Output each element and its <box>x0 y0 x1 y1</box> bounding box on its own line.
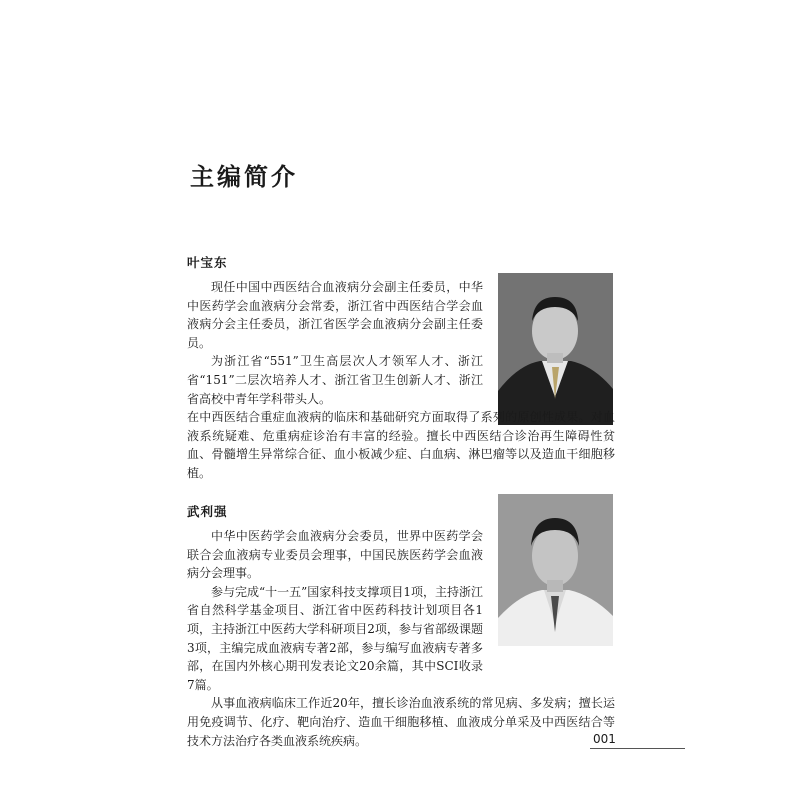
editor-1-paragraph: 为浙江省“551”卫生高层次人才领军人才、浙江省“151”二层次培养人才、浙江省卫生创新人才、浙江省高校中青年学科带头人。 <box>187 354 483 406</box>
editor-2-paragraph: 从事血液病临床工作近20年，擅长诊治血液系统的常见病、多发病；擅长运用免疫调节、化疗、靶向治疗、造血干细胞移植、血液成分单采及中西医结合等技术方法治疗各类血液系统疾病。 <box>187 696 615 748</box>
editor-2-paragraph: 中华中医药学会血液病分会委员，世界中医药学会联合会血液病专业委员会理事，中国民族医药学会血液病分会理事。 <box>187 529 483 581</box>
page-number: 001 <box>593 732 616 746</box>
editor-2-paragraph: 参与完成“十一五”国家科技支撑项目1项，主持浙江省自然科学基金项目、浙江省中医药科技计划项目各1项，主持浙江中医药大学科研项目2项，参与省部级课题3项，主编完成血液病专著2部，参与编写血液病专著多部，在国内外核心期刊发表论文20余篇，其中SCI收录7篇。 <box>187 584 483 692</box>
editor-1-name: 叶宝东 <box>187 255 228 270</box>
editor-1-bio <box>187 253 615 483</box>
page-title: 主编简介 <box>190 163 298 191</box>
editor-1-paragraph: 现任中国中西医结合血液病分会副主任委员，中华中医药学会血液病分会常委，浙江省中西医结合学会血液病分会主任委员，浙江省医学会血液病分会副主任委员。 <box>187 280 483 350</box>
editor-2-bio <box>187 502 615 750</box>
footer-rule <box>590 748 685 749</box>
editor-2-name: 武利强 <box>187 504 228 519</box>
editor-1-paragraph: 在中西医结合重症血液病的临床和基础研究方面取得了系列的原创性成果。对血液系统疑难、危重病症诊治有丰富的经验。擅长中西医结合诊治再生障碍性贫血、骨髓增生异常综合征、血小板减少症、白血病、淋巴瘤等以及造血干细胞移植。 <box>187 410 615 480</box>
